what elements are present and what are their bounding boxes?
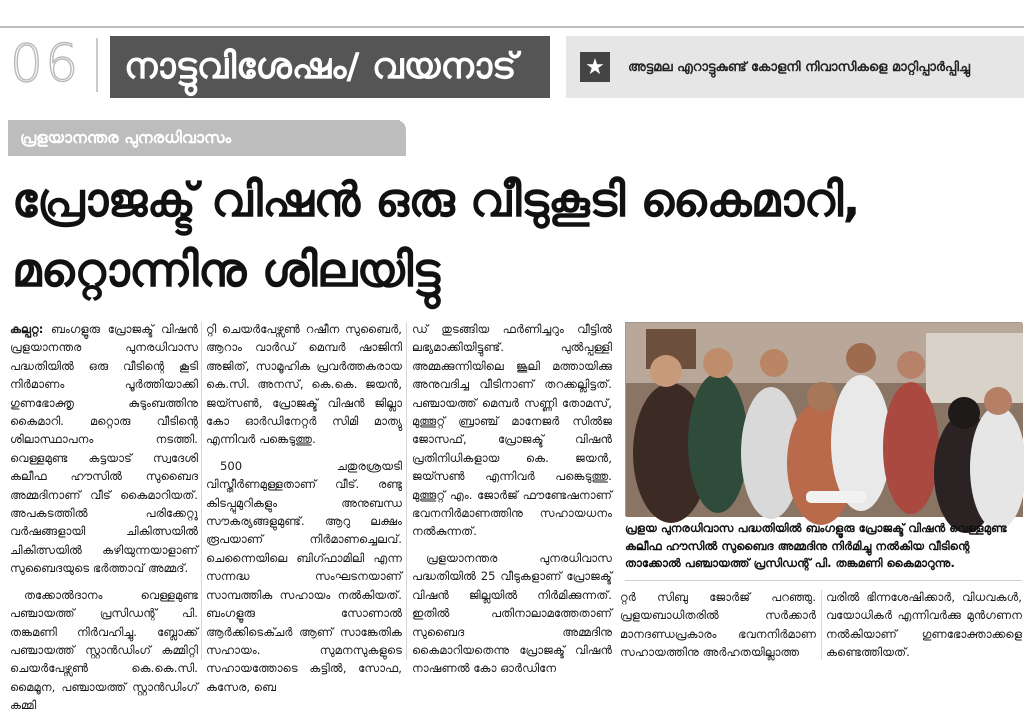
photo-scene [626, 323, 1023, 517]
column-1-text-1: ബംഗളൂരു പ്രോജക്ട് വിഷൻ പ്രളയാനന്തര പുനരധിവാസ പദ്ധതിയിൽ ഒരു വീടിന്റെ കൂടി നിർമാണം പൂർത്തിയാക്കി ഗുണഭോക്തൃ കുടുംബത്തിനു കൈമാറി. മറ്റൊരു വീടിന്റെ ശിലാസ്ഥാപനം നടത്തി. വെള്ളമുണ്ട കട്ടയാട് സ്വദേശി കലീഫ ഹൗസിൽ സുബൈദ അമ്മദിനാണ് വീട് കൈമാറിയത്. അപകടത്തിൽ പരിക്കേറ്റു വർഷങ്ങളായി ചികിത്സയിൽ ചികിത്സയിൽ കഴിയുന്നയാളാണ് സുബൈദയുടെ ഭർത്താവ് അമ്മദ്. [10, 322, 198, 576]
column-2-paragraph-2: 500 ചതുരശ്രയടി വിസ്തീർണമുള്ളതാണ് വീട്. രണ്ടു കിടപ്പുമുറികളും അനുബന്ധ സൗകര്യങ്ങളുമുണ്ട്. ആറു ലക്ഷം രൂപയാണ് നിർമാണച്ചെലവ്. ചെന്നൈയിലെ ബിഗ്ഫാമിലി എന്ന സന്നദ്ധ സംഘടനയാണ് സാമ്പത്തിക സഹായം നൽകിയത്. ബംഗളൂരു സോണാൽ ആർക്കിടെക്ചർ ആണ് സാങ്കേതിക സഹായം. സുമനസുകളുടെ സഹായത്തോടെ കട്ടിൽ, സോഫ, കസേര, ബെ [206, 458, 402, 694]
section-title: നാട്ടുവിശേഷം/ വയനാട് [110, 36, 550, 98]
teaser-text[interactable]: അട്ടമല എറാട്ടുകുണ്ട് കോളനി നിവാസികളെ മാറ്റിപ്പാർപ്പിച്ചു [628, 59, 971, 75]
kicker-corner [386, 120, 406, 156]
article-column-2 [206, 320, 402, 694]
column-divider [821, 590, 822, 660]
caption-divider [625, 580, 1022, 581]
page-number-divider [96, 38, 98, 92]
teaser-box[interactable] [566, 36, 1024, 98]
column-4-text: റ്റർ സിബു ജോർജ് പറഞ്ഞു. പ്രളയബാധിതരിൽ സർക്കാർ മാനദണ്ഡപ്രകാരം ഭവനനിർമാണ സഹായത്തിനു അർഹതയില്ലാത്ത [620, 590, 816, 660]
page-number: 06 [10, 34, 81, 94]
column-5-text: വരിൽ ഭിന്നശേഷിക്കാർ, വിധവകൾ, വയോധികർ എന്നിവർക്കു മുൻഗണന നൽകിയാണ് ഗുണഭോക്താക്കളെ കണ്ടെത്തിയത്. [826, 590, 1022, 660]
top-rule [0, 26, 1024, 28]
dateline: കല്പറ്റ: [10, 322, 44, 336]
article-photo[interactable] [625, 322, 1022, 516]
column-3-paragraph-2: പ്രളയാനന്തര പുനരധിവാസ പദ്ധതിയിൽ 25 വീടുകളാണ് പ്രോജക്ട് വിഷൻ ജില്ലയിൽ നിർമിക്കുന്നത്. ഇതിൽ പതിനാലാമത്തേതാണ് സുബൈദ അമ്മദിനു കൈമാറിയതെന്നു പ്രോജക്ട് വിഷൻ നാഷണൽ കോ ഓർഡിനേ [412, 550, 612, 676]
headline-line-2: മറ്റൊന്നിനു ശിലയിട്ടു [12, 243, 440, 298]
article-column-1 [10, 320, 198, 713]
photo-caption: പ്രളയ പുനരധിവാസ പദ്ധതിയിൽ ബംഗളൂരു പ്രോജക്ട് വിഷൻ വെള്ളമുണ്ട കലീഫ ഹൗസിൽ സുബൈദ അമ്മദിനു നിർമിച്ചു നൽകിയ വീടിന്റെ താക്കോൽ പഞ്ചായത്ത് പ്രസിഡന്റ് പി. തങ്കമണി കൈമാറുന്നു. [625, 521, 1007, 570]
column-2-paragraph-1: റ്റി ചെയർപേഴ്സൺ റഷീന സുബൈർ, ആറാം വാർഡ് മെമ്പർ ഷാജിനി അജിത്, സാമൂഹിക പ്രവർത്തകരായ കെ.സി. അനസ്, കെ.കെ. ജയൻ, ജയ്സൺ, പ്രോജക്ട് വിഷൻ ജില്ലാ കോ ഓർഡിനേറ്റർ സിമി മാത്യു എന്നിവർ പങ്കെടുത്തു. [206, 322, 402, 447]
article-column-5 [826, 588, 1022, 662]
article-kicker: പ്രളയാനന്തര പുനരധിവാസം [8, 120, 400, 156]
article-column-3 [412, 320, 612, 676]
headline-line-1: പ്രോജക്ട് വിഷൻ ഒരു വീടുകൂടി കൈമാറി, [12, 173, 861, 228]
column-divider [406, 322, 407, 660]
column-1-paragraph-2: തക്കോൽദാനം വെള്ളമുണ്ട പഞ്ചായത്ത് പ്രസിഡന്റ് പി. തങ്കമണി നിർവഹിച്ചു. ബ്ലോക്ക് പഞ്ചായത്ത് സ്റ്റാൻഡിംഗ് കമ്മിറ്റി ചെയർപേഴ്സൺ കെ.കെ.സി. മൈമൂന, പഞ്ചായത്ത് സ്റ്റാൻഡിംഗ് കമ്മി [10, 587, 198, 713]
column-3-paragraph-1: ഡ് തുടങ്ങിയ ഫർണിച്ചറും വീട്ടിൽ ലഭ്യമാക്കിയിട്ടുണ്ട്. പുൽപ്പള്ളി അമ്മക്കുന്നിയിലെ ജൂലി മത്തായിക്കു അനുവദിച്ച വീടിനാണ് തറക്കല്ലിട്ടത്. പഞ്ചായത്ത് മെമ്പർ സണ്ണി തോമസ്, മുത്തൂറ്റ് ബ്രാഞ്ച് മാനേജർ സിൽജ ജോസഫ്, പ്രോജക്ട് വിഷൻ പ്രതിനിധികളായ കെ. ജയൻ, ജയ്സൺ എന്നിവർ പങ്കെടുത്തു. മുത്തൂറ്റ് എം. ജോർജ് ഫൗണ്ടേഷനാണ് ഭവനനിർമാണത്തിനു സഹായധനം നൽകുന്നത്. [412, 322, 612, 539]
star-icon: ★ [580, 52, 610, 82]
column-1-paragraph-1 [10, 320, 198, 578]
article-column-4 [620, 588, 816, 662]
column-divider [201, 322, 202, 660]
